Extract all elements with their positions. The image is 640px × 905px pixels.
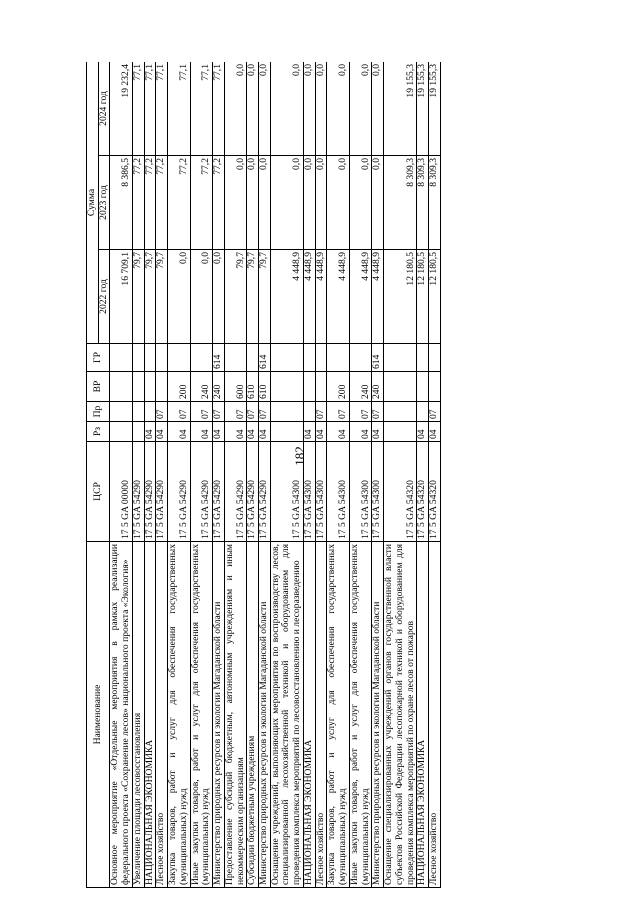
row-vr	[417, 372, 429, 402]
row-rz: 04	[224, 422, 246, 442]
row-vr: 610	[259, 372, 271, 402]
row-csr: 17 5 GA 54320	[417, 442, 429, 542]
row-gr: 614	[372, 344, 384, 372]
header-year-2022: 2022 год	[98, 250, 110, 344]
row-rz: 04	[156, 422, 168, 442]
row-2023: 77,2	[144, 156, 156, 250]
table-row	[429, 62, 441, 888]
row-2024: 0,0	[372, 62, 384, 156]
row-2024: 0,0	[270, 62, 303, 156]
row-gr	[303, 344, 315, 372]
row-name: Предоставление субсидий бюджетным, автономным учреждениям и иным некоммерческим организациям	[224, 542, 246, 888]
row-pr	[303, 402, 315, 422]
row-gr	[110, 344, 132, 372]
row-name: Увеличение площади лесовосстановления	[132, 542, 144, 888]
row-csr: 17 5 GA 54290	[144, 442, 156, 542]
row-pr: 07	[224, 402, 246, 422]
row-2024: 77,1	[132, 62, 144, 156]
row-gr	[156, 344, 168, 372]
row-2024: 0,0	[247, 62, 259, 156]
row-2022: 12 180,5	[429, 250, 441, 344]
row-name: Лесное хозяйство	[429, 542, 441, 888]
row-vr: 610	[247, 372, 259, 402]
row-vr	[303, 372, 315, 402]
row-2023: 8 309,3	[417, 156, 429, 250]
row-gr	[327, 344, 349, 372]
row-2023: 8 309,3	[429, 156, 441, 250]
row-csr: 17 5 GA 54320	[384, 442, 417, 542]
row-name: Закупка товаров, работ и услуг для обеспечения государственных (муниципальных) нужд	[327, 542, 349, 888]
row-rz	[132, 422, 144, 442]
row-2024: 0,0	[303, 62, 315, 156]
row-vr	[144, 372, 156, 402]
row-gr	[224, 344, 246, 372]
row-pr: 07	[156, 402, 168, 422]
row-rz: 04	[315, 422, 327, 442]
row-2023: 77,2	[156, 156, 168, 250]
table-row	[213, 62, 225, 888]
row-2024: 19 232,4	[110, 62, 132, 156]
row-vr: 240	[349, 372, 371, 402]
row-csr: 17 5 GA 54300	[349, 442, 371, 542]
row-pr: 07	[315, 402, 327, 422]
table-row	[110, 62, 132, 888]
row-rz: 04	[327, 422, 349, 442]
row-2024: 0,0	[224, 62, 246, 156]
table-row	[259, 62, 271, 888]
row-2023: 0,0	[327, 156, 349, 250]
row-name: Основное мероприятие «Отдельные мероприятия в рамках реализации федерального проекта «Сохранение лесов» национального проекта «Экология»	[110, 542, 132, 888]
row-csr: 17 5 GA 54290	[247, 442, 259, 542]
row-pr	[110, 402, 132, 422]
header-pr: Пр	[87, 402, 110, 422]
row-csr: 17 5 GA 54290	[168, 442, 190, 542]
row-vr	[429, 372, 441, 402]
row-2022: 0,0	[190, 250, 212, 344]
row-name: НАЦИОНАЛЬНАЯ ЭКОНОМИКА	[303, 542, 315, 888]
row-name: Лесное хозяйство	[156, 542, 168, 888]
rotated-content	[86, 62, 604, 888]
row-2022: 4 448,9	[303, 250, 315, 344]
row-name: Министерство природных ресурсов и экологии Магаданской области	[213, 542, 225, 888]
row-gr	[384, 344, 417, 372]
row-gr	[190, 344, 212, 372]
header-row-1	[87, 62, 99, 888]
row-2023: 0,0	[349, 156, 371, 250]
row-2022: 4 448,9	[327, 250, 349, 344]
row-csr: 17 5 GA 54300	[372, 442, 384, 542]
row-name: Иные закупки товаров, работ и услуг для обеспечения государственных (муниципальных) нужд	[349, 542, 371, 888]
row-2023: 8 309,3	[384, 156, 417, 250]
row-gr	[144, 344, 156, 372]
row-rz	[270, 422, 303, 442]
row-vr	[315, 372, 327, 402]
row-2024: 19 155,3	[417, 62, 429, 156]
row-2024: 77,1	[144, 62, 156, 156]
row-2023: 77,2	[213, 156, 225, 250]
row-vr: 240	[372, 372, 384, 402]
row-csr: 17 5 GA 54290	[213, 442, 225, 542]
header-year-2024: 2024 год	[98, 62, 110, 156]
row-pr: 07	[213, 402, 225, 422]
row-pr: 07	[247, 402, 259, 422]
row-vr	[132, 372, 144, 402]
table-row	[247, 62, 259, 888]
row-csr: 17 5 GA 54290	[190, 442, 212, 542]
row-name: Закупка товаров, работ и услуг для обеспечения государственных (муниципальных) нужд	[168, 542, 190, 888]
row-2024: 0,0	[259, 62, 271, 156]
row-2023: 0,0	[259, 156, 271, 250]
header-name: Наименование	[87, 542, 110, 888]
table-row	[168, 62, 190, 888]
row-rz: 04	[349, 422, 371, 442]
row-2024: 0,0	[349, 62, 371, 156]
row-2023: 0,0	[270, 156, 303, 250]
row-rz: 04	[259, 422, 271, 442]
table-row	[303, 62, 315, 888]
table-row	[132, 62, 144, 888]
row-rz: 04	[303, 422, 315, 442]
row-gr	[349, 344, 371, 372]
row-2022: 4 448,9	[315, 250, 327, 344]
row-gr: 614	[213, 344, 225, 372]
row-csr: 17 5 GA 54290	[132, 442, 144, 542]
row-pr: 07	[372, 402, 384, 422]
row-gr	[429, 344, 441, 372]
row-2024: 0,0	[327, 62, 349, 156]
row-vr: 240	[190, 372, 212, 402]
row-pr: 07	[327, 402, 349, 422]
row-name: НАЦИОНАЛЬНАЯ ЭКОНОМИКА	[417, 542, 429, 888]
table-row	[315, 62, 327, 888]
row-pr	[270, 402, 303, 422]
row-2022: 16 709,1	[110, 250, 132, 344]
row-2023: 77,2	[190, 156, 212, 250]
row-name: Лесное хозяйство	[315, 542, 327, 888]
row-vr: 240	[213, 372, 225, 402]
row-rz: 04	[429, 422, 441, 442]
row-gr	[247, 344, 259, 372]
row-pr: 07	[429, 402, 441, 422]
page-number: 182	[292, 446, 307, 466]
row-name: Оснащение специализированных учреждений органов государственной власти субъектов Российской Федерации лесопожарной техникой и оборудованием для проведения комплекса мероприятий по охране лесов от пожаров	[384, 542, 417, 888]
header-csr: ЦСР	[87, 442, 110, 542]
row-2023: 0,0	[247, 156, 259, 250]
row-2022: 4 448,9	[349, 250, 371, 344]
row-2024: 77,1	[190, 62, 212, 156]
row-rz: 04	[190, 422, 212, 442]
row-csr: 17 5 GA 54320	[429, 442, 441, 542]
row-pr: 07	[349, 402, 371, 422]
row-2023: 0,0	[224, 156, 246, 250]
row-2022: 79,7	[247, 250, 259, 344]
row-2024: 77,1	[168, 62, 190, 156]
table-row	[270, 62, 303, 888]
row-csr: 17 5 GA 54300	[327, 442, 349, 542]
row-2022: 4 448,9	[372, 250, 384, 344]
header-gr: ГР	[87, 344, 110, 372]
row-name: Субсидии бюджетным учреждениям	[247, 542, 259, 888]
table-row	[144, 62, 156, 888]
row-vr: 200	[168, 372, 190, 402]
table-row	[384, 62, 417, 888]
table-row	[417, 62, 429, 888]
row-vr: 600	[224, 372, 246, 402]
row-rz: 04	[144, 422, 156, 442]
row-csr: 17 5 GA 54290	[224, 442, 246, 542]
row-2024: 19 155,3	[384, 62, 417, 156]
row-name: Оснащение учреждений, выполняющих мероприятия по воспроизводству лесов, специализированной лесохозяйственной техникой и оборудованием для проведения комплекса мероприятий по лесовосстановлению и лесоразведению	[270, 542, 303, 888]
row-gr	[417, 344, 429, 372]
table-row	[224, 62, 246, 888]
row-rz: 04	[247, 422, 259, 442]
row-vr	[384, 372, 417, 402]
row-2024: 77,1	[156, 62, 168, 156]
row-csr: 17 5 GA 54300	[315, 442, 327, 542]
rotated-page	[86, 62, 604, 888]
table-row	[327, 62, 349, 888]
row-gr	[168, 344, 190, 372]
row-vr	[156, 372, 168, 402]
row-2022: 0,0	[168, 250, 190, 344]
row-2022: 79,7	[259, 250, 271, 344]
table-body	[110, 62, 440, 888]
row-pr	[132, 402, 144, 422]
row-rz: 04	[372, 422, 384, 442]
row-2023: 8 386,5	[110, 156, 132, 250]
table-row	[372, 62, 384, 888]
row-rz: 04	[168, 422, 190, 442]
row-2022: 12 180,5	[417, 250, 429, 344]
header-sum: Сумма	[87, 62, 99, 344]
table-row	[156, 62, 168, 888]
row-2022: 79,7	[156, 250, 168, 344]
header-rz: Рз	[87, 422, 110, 442]
row-rz	[110, 422, 132, 442]
row-2022: 4 448,9	[270, 250, 303, 344]
row-pr	[384, 402, 417, 422]
row-2023: 77,2	[132, 156, 144, 250]
row-csr: 17 5 GA 54300	[303, 442, 315, 542]
row-csr: 17 5 GA 54300	[270, 442, 303, 542]
table-row	[190, 62, 212, 888]
row-2022: 0,0	[213, 250, 225, 344]
row-2022: 79,7	[132, 250, 144, 344]
row-vr: 200	[327, 372, 349, 402]
row-rz: 04	[213, 422, 225, 442]
row-pr: 07	[259, 402, 271, 422]
row-pr	[144, 402, 156, 422]
budget-table	[86, 62, 441, 888]
row-pr: 07	[190, 402, 212, 422]
row-gr: 614	[259, 344, 271, 372]
row-csr: 17 5 GA 54290	[259, 442, 271, 542]
row-2023: 0,0	[315, 156, 327, 250]
row-pr	[417, 402, 429, 422]
row-name: Иные закупки товаров, работ и услуг для обеспечения государственных (муниципальных) нужд	[190, 542, 212, 888]
row-2023: 0,0	[372, 156, 384, 250]
row-2022: 79,7	[224, 250, 246, 344]
row-vr	[270, 372, 303, 402]
row-vr	[110, 372, 132, 402]
header-vr: ВР	[87, 372, 110, 402]
row-pr: 07	[168, 402, 190, 422]
row-gr	[132, 344, 144, 372]
row-2023: 77,2	[168, 156, 190, 250]
row-csr: 17 5 GA 00000	[110, 442, 132, 542]
row-2024: 77,1	[213, 62, 225, 156]
row-2022: 12 180,5	[384, 250, 417, 344]
row-2023: 0,0	[303, 156, 315, 250]
row-gr	[315, 344, 327, 372]
row-csr: 17 5 GA 54290	[156, 442, 168, 542]
row-name: Министерство природных ресурсов и экологии Магаданской области	[372, 542, 384, 888]
row-gr	[270, 344, 303, 372]
table-row	[349, 62, 371, 888]
row-name: Министерство природных ресурсов и экологии Магаданской области	[259, 542, 271, 888]
row-2024: 19 155,3	[429, 62, 441, 156]
row-name: НАЦИОНАЛЬНАЯ ЭКОНОМИКА	[144, 542, 156, 888]
row-2022: 79,7	[144, 250, 156, 344]
row-2024: 0,0	[315, 62, 327, 156]
row-rz: 04	[417, 422, 429, 442]
row-rz	[384, 422, 417, 442]
header-year-2023: 2023 год	[98, 156, 110, 250]
